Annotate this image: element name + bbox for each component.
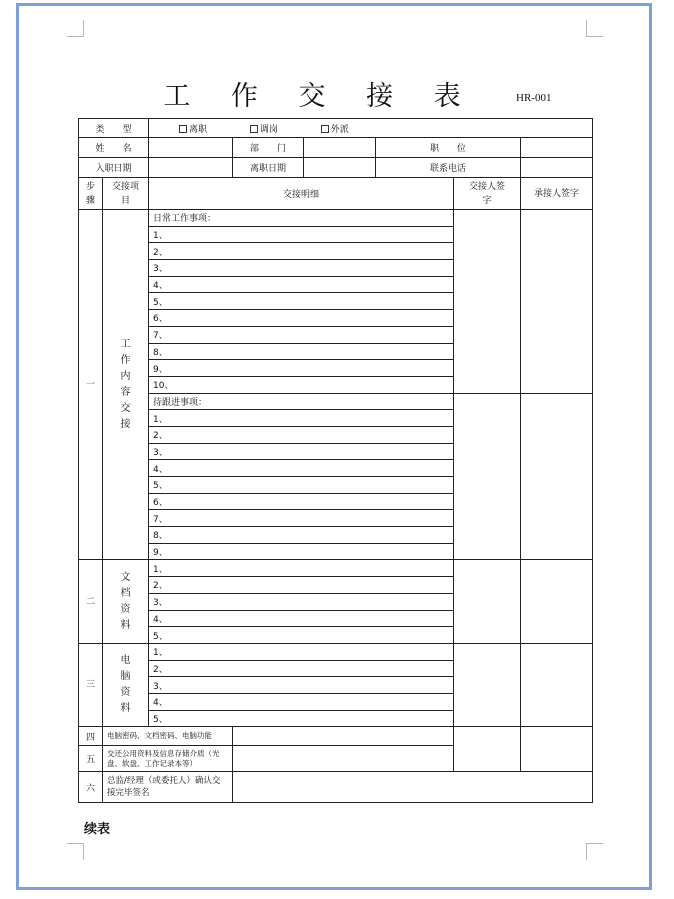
detail-field[interactable] xyxy=(233,727,454,746)
table-row xyxy=(79,727,593,746)
step-cell: 六 xyxy=(79,772,103,803)
row-label: 电脑密码、文档密码、电脑功能 xyxy=(103,727,233,746)
detail-line[interactable]: 3、 xyxy=(149,443,454,460)
row-label: 总监/经理（或委托人）确认交接完毕签名 xyxy=(103,772,233,803)
col-receiver-sign-header: 承接人签字 xyxy=(521,178,593,210)
handover-sign-cell[interactable] xyxy=(454,560,521,643)
type-options xyxy=(149,119,593,138)
detail-line[interactable]: 2、 xyxy=(149,426,454,443)
item-cell xyxy=(103,210,149,560)
step-cell: 五 xyxy=(79,746,103,772)
group-heading[interactable]: 日常工作事项： xyxy=(149,210,454,227)
detail-line[interactable]: 4、 xyxy=(149,610,454,627)
item-label: 文档资料 xyxy=(120,571,131,631)
crop-mark-top-left xyxy=(67,20,84,37)
name-label: 姓 名 xyxy=(79,138,149,158)
hire-date-label: 入职日期 xyxy=(79,158,149,178)
detail-line[interactable]: 1、 xyxy=(149,410,454,427)
position-label: 职 位 xyxy=(376,138,521,158)
hire-date-field[interactable] xyxy=(149,158,233,178)
receiver-sign-cell[interactable] xyxy=(521,210,593,394)
detail-line[interactable]: 10、 xyxy=(149,376,454,393)
crop-mark-bottom-left xyxy=(67,843,84,860)
col-handover-sign-header: 交接人签字 xyxy=(454,178,521,210)
detail-line[interactable]: 4、 xyxy=(149,460,454,477)
phone-label: 联系电话 xyxy=(376,158,521,178)
detail-line[interactable]: 8、 xyxy=(149,527,454,544)
option-transfer[interactable]: 调岗 xyxy=(250,125,278,135)
handover-sign-cell[interactable] xyxy=(454,727,521,772)
option-resign[interactable]: 离职 xyxy=(179,125,207,135)
step-cell: 二 xyxy=(79,560,103,643)
leave-date-label: 离职日期 xyxy=(233,158,304,178)
checkbox-icon[interactable] xyxy=(179,125,187,133)
crop-mark-top-right xyxy=(586,20,603,37)
receiver-sign-cell[interactable] xyxy=(521,560,593,643)
name-field[interactable] xyxy=(149,138,233,158)
form-code: HR-001 xyxy=(516,92,552,104)
detail-line[interactable]: 6、 xyxy=(149,493,454,510)
type-label: 类 型 xyxy=(79,119,149,138)
detail-line[interactable]: 7、 xyxy=(149,326,454,343)
option-dispatch[interactable]: 外派 xyxy=(321,125,349,135)
continued-label: 续表 xyxy=(84,822,111,837)
leave-date-field[interactable] xyxy=(304,158,376,178)
receiver-sign-cell[interactable] xyxy=(521,643,593,726)
handover-form-table xyxy=(78,118,593,803)
detail-line[interactable]: 1、 xyxy=(149,226,454,243)
detail-line[interactable]: 4、 xyxy=(149,276,454,293)
detail-line[interactable]: 1、 xyxy=(149,643,454,660)
table-row xyxy=(79,772,593,803)
table-row xyxy=(79,643,593,660)
receiver-sign-cell[interactable] xyxy=(521,727,593,772)
detail-line[interactable]: 3、 xyxy=(149,260,454,277)
detail-line[interactable]: 5、 xyxy=(149,710,454,727)
item-cell xyxy=(103,643,149,726)
detail-line[interactable]: 9、 xyxy=(149,360,454,377)
signature-field[interactable] xyxy=(233,772,593,803)
detail-line[interactable]: 5、 xyxy=(149,627,454,644)
dept-label: 部 门 xyxy=(233,138,304,158)
row-label: 交还公用资料及信息存储介质（光盘、软盘、工作记录本等） xyxy=(103,746,233,772)
detail-line[interactable]: 3、 xyxy=(149,593,454,610)
detail-line[interactable]: 5、 xyxy=(149,477,454,494)
detail-line[interactable]: 5、 xyxy=(149,293,454,310)
step-cell: 三 xyxy=(79,643,103,726)
item-cell xyxy=(103,560,149,643)
table-row xyxy=(79,393,593,410)
detail-field[interactable] xyxy=(233,746,454,772)
handover-sign-cell[interactable] xyxy=(454,210,521,394)
handover-sign-cell[interactable] xyxy=(454,643,521,726)
checkbox-icon[interactable] xyxy=(250,125,258,133)
detail-line[interactable]: 1、 xyxy=(149,560,454,577)
detail-line[interactable]: 6、 xyxy=(149,310,454,327)
item-label: 电脑资料 xyxy=(120,655,131,715)
position-field[interactable] xyxy=(521,138,593,158)
handover-sign-cell[interactable] xyxy=(454,393,521,560)
dept-field[interactable] xyxy=(304,138,376,158)
detail-line[interactable]: 2、 xyxy=(149,243,454,260)
receiver-sign-cell[interactable] xyxy=(521,393,593,560)
col-step-header: 步骤 xyxy=(79,178,103,210)
table-row xyxy=(79,210,593,227)
detail-line[interactable]: 8、 xyxy=(149,343,454,360)
checkbox-icon[interactable] xyxy=(321,125,329,133)
detail-line[interactable]: 9、 xyxy=(149,543,454,560)
table-row xyxy=(79,560,593,577)
crop-mark-bottom-right xyxy=(586,843,603,860)
detail-line[interactable]: 3、 xyxy=(149,677,454,694)
detail-line[interactable]: 7、 xyxy=(149,510,454,527)
item-label: 工作内容交接 xyxy=(120,338,131,430)
col-item-header: 交接项目 xyxy=(103,178,149,210)
detail-line[interactable]: 2、 xyxy=(149,660,454,677)
phone-field[interactable] xyxy=(521,158,593,178)
group-heading[interactable]: 待跟进事项： xyxy=(149,393,454,410)
step-cell: 一 xyxy=(79,210,103,560)
form-title: 工 作 交 接 表 xyxy=(163,81,477,112)
step-cell: 四 xyxy=(79,727,103,746)
detail-line[interactable]: 4、 xyxy=(149,693,454,710)
detail-line[interactable]: 2、 xyxy=(149,577,454,594)
col-detail-header: 交接明细 xyxy=(149,178,454,210)
